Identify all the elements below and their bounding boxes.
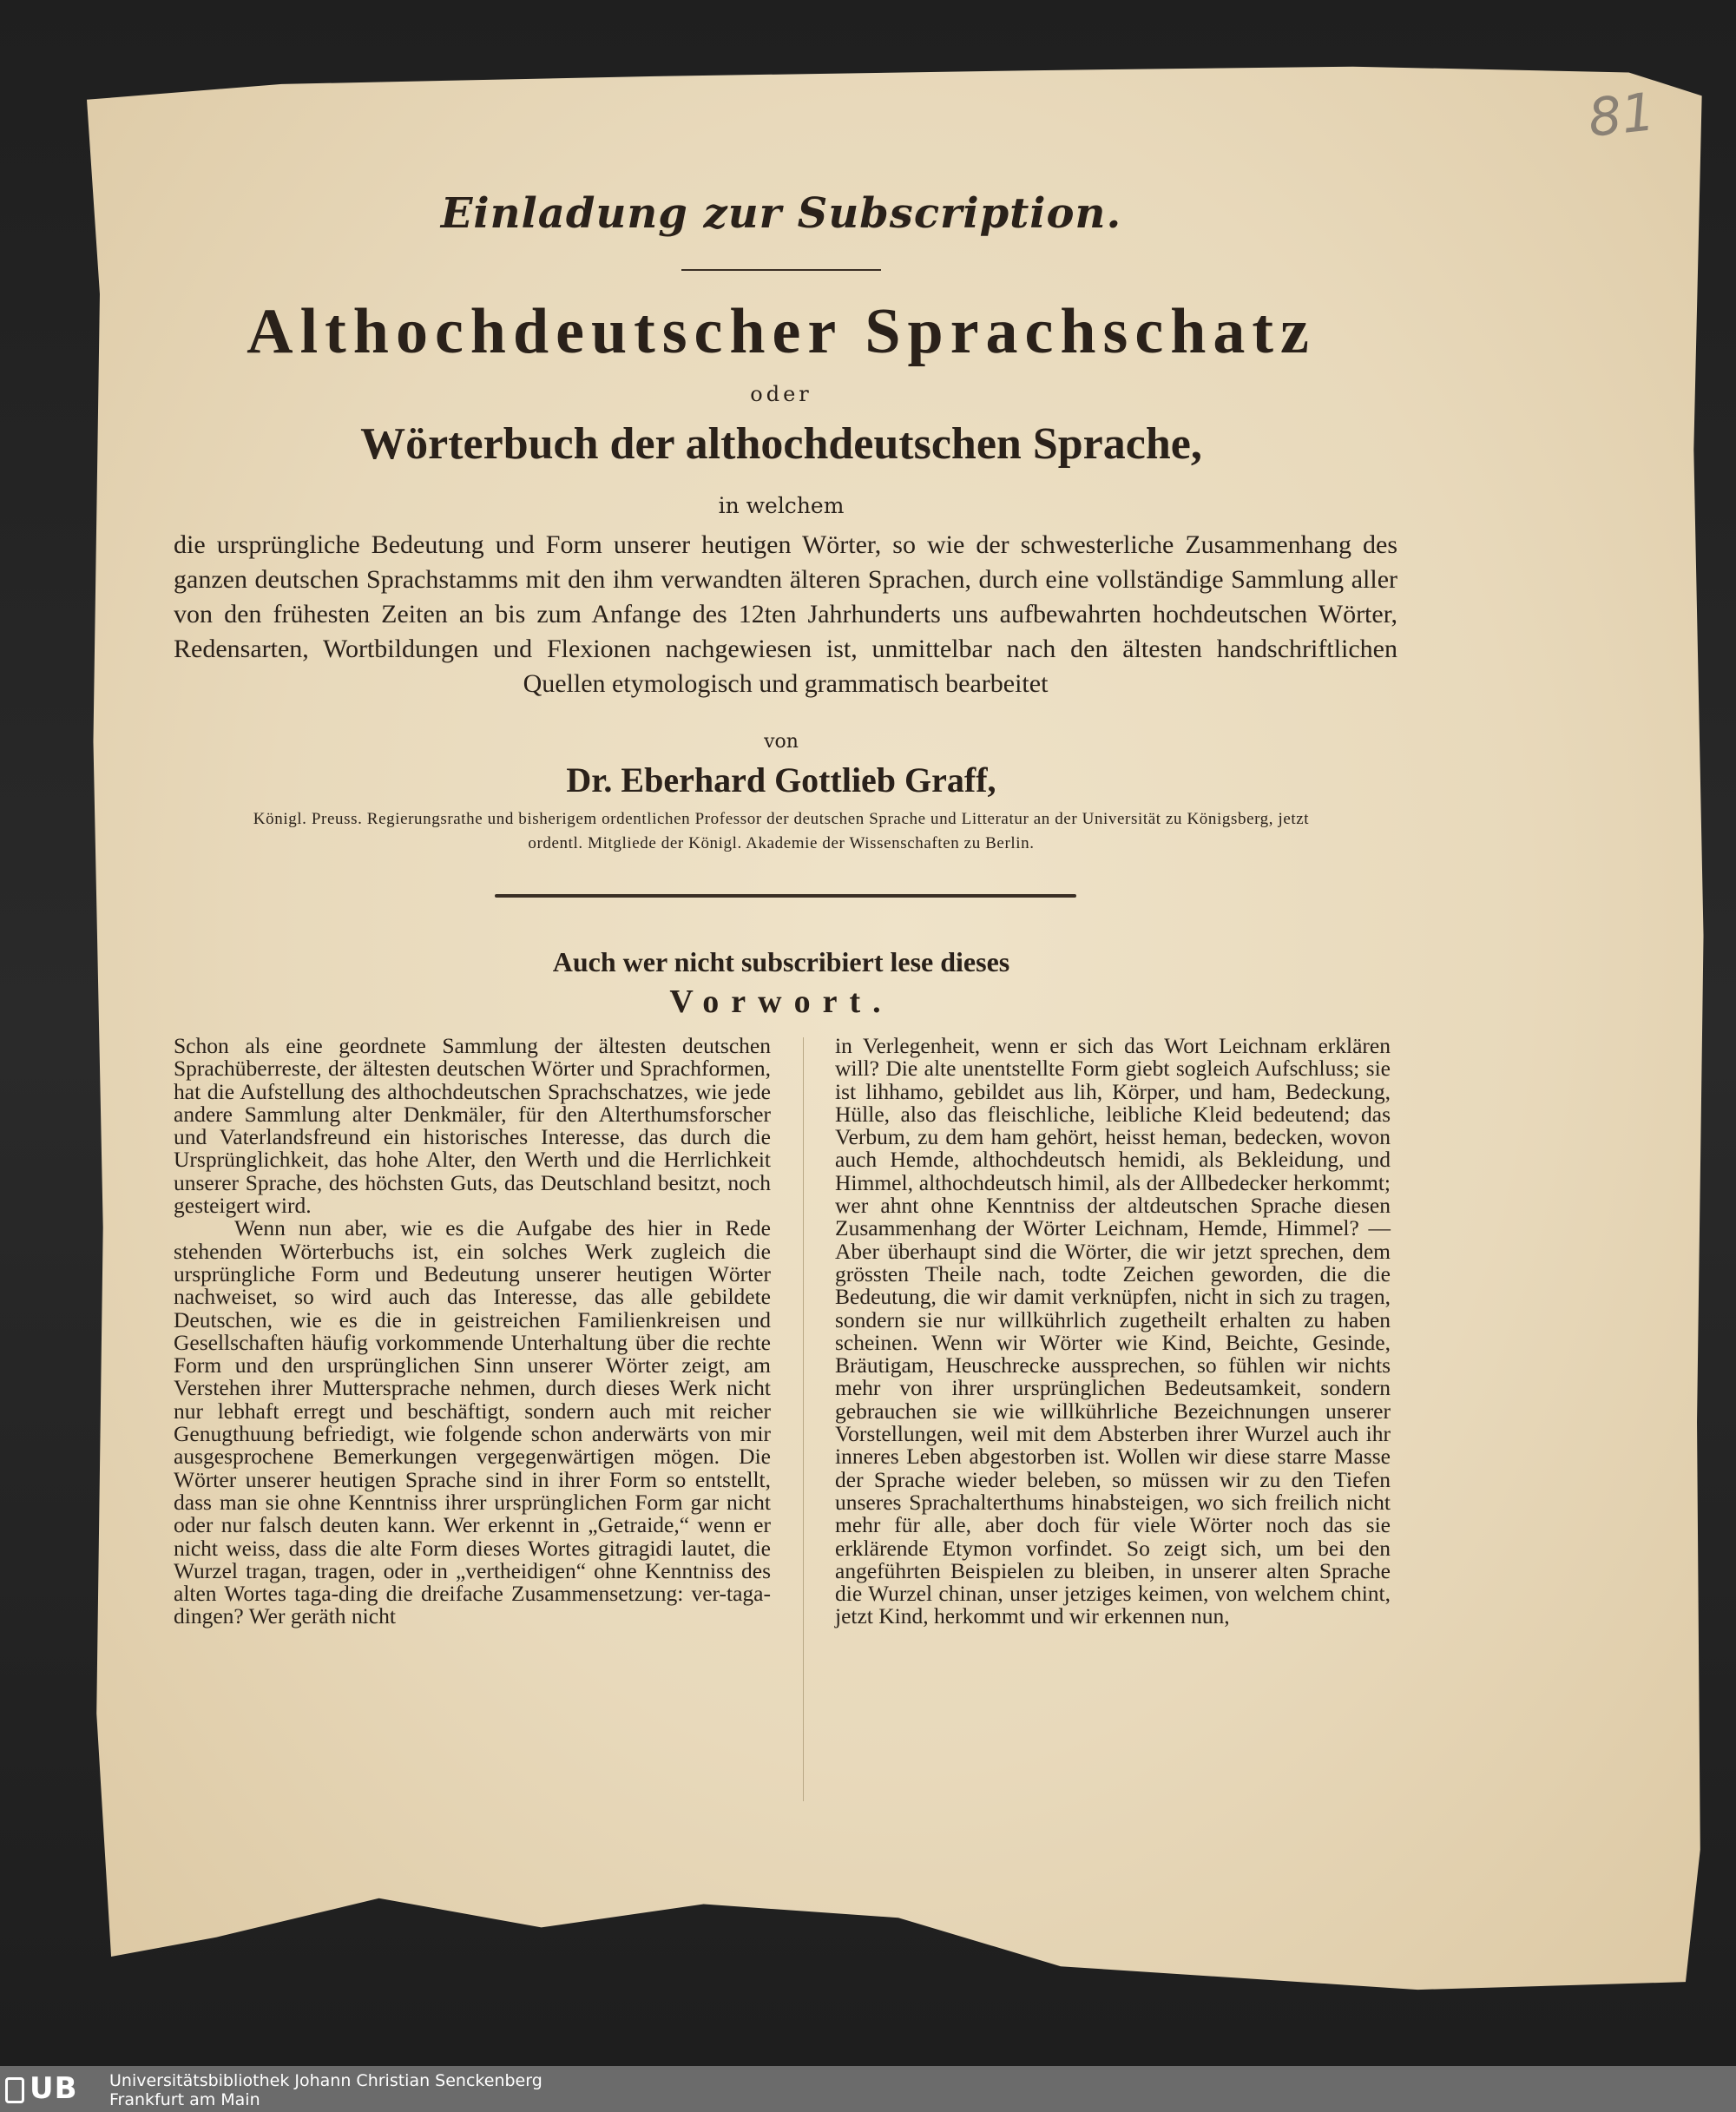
- ornamental-divider: [495, 894, 1076, 898]
- text-column-right: [835, 1035, 1391, 1628]
- library-logo: [5, 2071, 109, 2107]
- paragraph: Schon als eine geordnete Sammlung der ältesten deutschen Sprachüberreste, der ältesten deutschen Wörter und Sprachformen, hat die Aufstellung des althochdeutschen Sprachschatzes, wie jede andere Sammlung alter Denkmäler, für den Alterthumsforscher und Vaterlandsfreund ein historisches Interesse, das durch die Ursprünglichkeit, das hohe Alter, den Werth und die Herrlichkeit unserer Sprache, des höchsten Guts, das Deutschland besitzt, noch gesteigert wird.: [174, 1033, 771, 1219]
- invitation-heading: Einladung zur Subscription.: [440, 189, 1122, 238]
- paragraph: in Verlegenheit, wenn er sich das Wort Leichnam erklären will? Die alte unentstellte Form giebt sogleich Aufschluss; sie ist lihhamo, gebildet aus lih, Körper, und ham, Bedeckung, Hülle, also das fleischliche, leibliche Kleid bedeutend; das Verbum, zu dem ham gehört, heisst heman, bedecken, wovon auch Hemde, althochdeutsch hemidi, als Bekleidung, und Himmel, althochdeutsch himil, als der Allbedecker herkommt; wer ahnt ohne Kenntniss der altdeutschen Sprache diesen Zusammenhang der Wörter Leichnam, Hemde, Himmel? — Aber überhaupt sind die Wörter, die wir jetzt sprechen, dem grössten Theile nach, todte Zeichen geworden, die die Bedeutung, die wir damit verknüpfen, nicht in sich zu tragen, sondern sie nur willkührlich zugetheilt erhalten zu haben scheinen. Wenn wir Wörter wie Kind, Beichte, Gesinde, Bräutigam, Heuschrecke aussprechen, so fühlen wir nichts mehr von ihrer ursprünglichen Bedeutsamkeit, sondern gebrauchen sie wie willkührliche Bezeichnungen unserer Vorstellungen, weil mit dem Absterben ihrer Wurzel auch ihr inneres Leben abgestorben ist. Wollen wir diese starre Masse der Sprache wieder beleben, so müssen wir zu den Tiefen unseres Sprachalterthums hinabsteigen, wo sich freilich nicht mehr für alle, aber doch für viele Wörter noch das sie erklärende Etymon vorfindet. So zeigt sich, um bei den angeführten Beispielen zu bleiben, in unserer alten Sprache die Wurzel chinan, unser jetziges keimen, von welchem chint, jetzt Kind, herkommt und wir erkennen nun,: [835, 1033, 1391, 1629]
- in-welchem: in welchem: [718, 493, 845, 518]
- author-affiliation: Königl. Preuss. Regierungsrathe und bisherigem ordentlichen Professor der deutschen Sprache und Litteratur an der Universität zu Königsberg, jetzt ordentl. Mitgliede der Königl. Akademie der Wissenschaften zu Berlin.: [253, 810, 1310, 852]
- folio-number: 81: [1585, 82, 1658, 149]
- author-name: Dr. Eberhard Gottlieb Graff,: [566, 760, 996, 799]
- logo-text: UB: [30, 2071, 78, 2106]
- main-title: Althochdeutscher Sprachschatz: [247, 296, 1316, 367]
- paragraph: Wenn nun aber, wie es die Aufgabe des hier in Rede stehenden Wörterbuchs ist, ein solches Werk zugleich die ursprüngliche Form und Bedeutung unserer heutigen Wörter nachweiset, so wird auch das Interesse, das alle gebildete Deutschen, wie es die in geistreichen Familienkreisen und Gesellschaften häufig vorkommende Unterhaltung über die rechte Form und den ursprünglichen Sinn unserer Wörter zeigt, am Verstehen ihrer Muttersprache nehmen, durch dieses Werk nicht nur lebhaft erregt und beschäftigt, sondern auch mit reicher Genugthuung befriedigt, wie folgende schon anderwärts von mir ausgesprochene Bemerkungen vergegenwärtigen mögen. Die Wörter unserer heutigen Sprache sind in ihrer Form so entstellt, dass man sie ohne Kenntniss ihrer ursprünglichen Form gar nicht oder nur falsch deuten kann. Wer erkennt in „Getraide,“ wenn er nicht weiss, dass die alte Form dieses Wortes gitragidi lautet, die Wurzel tragan, tragen, oder in „vertheidigen“ ohne Kenntniss des alten Wortes taga-ding die dreifache Zusammensetzung: ver-taga-dingen? Wer geräth nicht: [174, 1215, 771, 1629]
- section-intro: Auch wer nicht subscribiert lese dieses: [552, 946, 1010, 977]
- subtitle: Wörterbuch der althochdeutschen Sprache,: [360, 419, 1202, 469]
- von-word: von: [764, 731, 799, 753]
- section-heading: Vorwort.: [669, 984, 893, 1020]
- library-footer: [0, 2066, 1736, 2112]
- logo-mark-icon: [5, 2077, 24, 2103]
- text-column-left: [174, 1035, 771, 1628]
- institution-city: Frankfurt am Main: [109, 2090, 260, 2109]
- institution-name: Universitätsbibliothek Johann Christian Senckenberg: [109, 2071, 542, 2090]
- oder-word: oder: [750, 382, 812, 406]
- title-description: die ursprüngliche Bedeutung und Form unserer heutigen Wörter, so wie der schwesterliche Zusammenhang des ganzen deutschen Sprachstamms mit den ihm verwandten älteren Sprachen, durch eine vollständige Sammlung aller von den frühesten Zeiten an bis zum Anfange des 12ten Jahrhunderts uns aufbewahrten hochdeutschen Wörter, Redensarten, Wortbildungen und Flexionen nachgewiesen ist, unmittelbar nach den ältesten handschriftlichen Quellen etymologisch und grammatisch bearbeitet: [174, 530, 1397, 698]
- short-divider: [681, 269, 881, 271]
- column-divider: [803, 1037, 804, 1801]
